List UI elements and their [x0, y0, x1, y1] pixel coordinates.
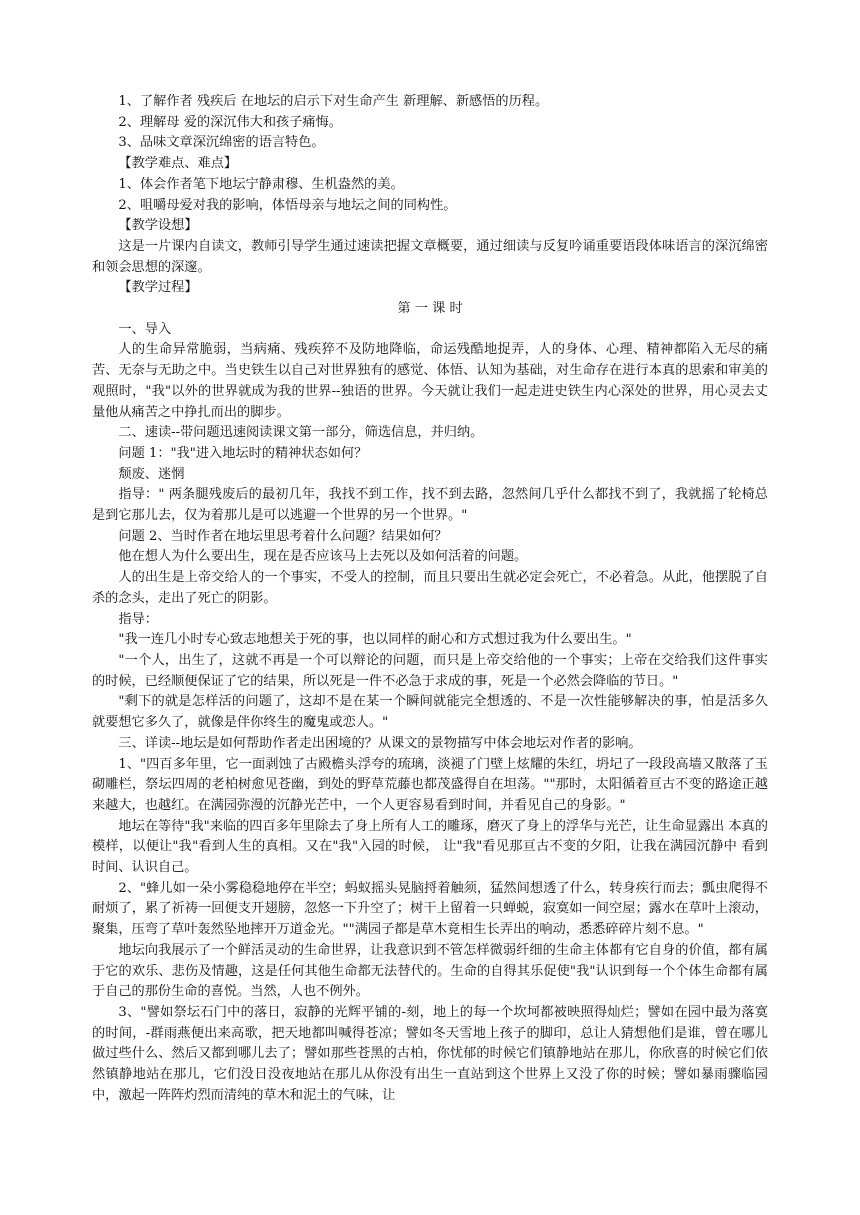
paragraph: 2、咀嚼母爱对我的影响，体悟母亲与地坛之间的同构性。 — [118, 197, 457, 213]
section-heading: 第 一 课 时 — [397, 301, 463, 317]
paragraph: "剩下的就是怎样活的问题了，这却不是在某一个瞬间就能完全想透的、不是一次性能够解决的事，怕是活多久就要想它多久了，就像是伴你终生的魔鬼或恋人。" — [92, 694, 768, 731]
paragraph: 一、导入 — [118, 321, 172, 337]
paragraph: 指导： — [118, 611, 158, 627]
paragraph: "我一连几小时专心致志地想关于死的事，也以同样的耐心和方式想过我为什么要出生。" — [118, 632, 632, 648]
paragraph: 【教学过程】 — [118, 280, 198, 296]
paragraph: 2、"蜂儿如一朵小雾稳稳地停在半空；蚂蚁摇头晃脑捋着触须，猛然间想透了什么，转身疾行而去；瓢虫爬得不耐烦了，累了祈祷一回便支开翅膀，忽悠一下升空了；树干上留着一只蝉蜕，寂寞如一间空屋；露水在草叶上滚动，聚集，压弯了草叶轰然坠地摔开万道金光。""满园子都是草木竟相生长弄出的响动，悉悉碎碎片刻不息。" — [92, 880, 768, 938]
paragraph: 三、详读--地坛是如何帮助作者走出困境的？从课文的景物描写中体会地坛对作者的影响。 — [118, 735, 642, 751]
paragraph: 问题 1："我"进入地坛时的精神状态如何？ — [118, 445, 368, 461]
paragraph: 2、理解母 爱的深沉伟大和孩子痛悔。 — [118, 114, 342, 130]
paragraph: 【教学设想】 — [118, 218, 198, 234]
paragraph: 指导：" 两条腿残废后的最初几年，我找不到工作，找不到去路，忽然间几乎什么都找不到了，我就摇了轮椅总是到它那儿去，仅为着那儿是可以逃避一个世界的另一个世界。" — [92, 487, 768, 524]
paragraph: 3、品味文章深沉绵密的语言特色。 — [118, 135, 325, 151]
paragraph: 他在想人为什么要出生，现在是否应该马上去死以及如何活着的问题。 — [118, 549, 528, 565]
paragraph: 1、了解作者 残疾后 在地坛的启示下对生命产生 新理解、新感悟的历程。 — [118, 94, 549, 109]
paragraph: 地坛在等待"我"来临的四百多年里除去了身上所有人工的雕琢，磨灭了身上的浮华与光芒，让生命显露出 本真的模样，以便让"我"看到人生的真相。又在"我"入园的时候， 让"我"看见那亘古不变的夕阳，让我在满园沉静中 看到时间、认识自己。 — [92, 818, 768, 876]
paragraph: 颓废、迷惘 — [118, 466, 185, 482]
paragraph: 二、速读--带问题迅速阅读课文第一部分，筛选信息，并归纳。 — [118, 425, 484, 441]
paragraph: 1、"四百多年里，它一面剥蚀了古殿檐头浮夸的琉璃，淡褪了门壁上炫耀的朱红，坍圮了一段段高墙又散落了玉砌雕栏，祭坛四周的老柏树愈见苍幽，到处的野草荒藤也都茂盛得自在坦荡。""那时，太阳循着亘古不变的路途正越来越大，也越红。在满园弥漫的沉静光芒中，一个人更容易看到时间，并看见自己的身影。" — [92, 756, 768, 813]
paragraph: 人的出生是上帝交给人的一个事实，不受人的控制，而且只要出生就必定会死亡，不必着急。从此，他摆脱了自杀的念头，走出了死亡的阴影。 — [92, 570, 768, 606]
paragraph: 地坛向我展示了一个鲜活灵动的生命世界，让我意识到不管怎样微弱纤细的生命主体都有它自身的价值，都有属于它的欢乐、悲伤及情趣，这是任何其他生命都无法替代的。生命的自得其乐促使"我"认识到每一个个体生命都有属于自己的那份生命的喜悦。当然，人也不例外。 — [92, 942, 768, 1000]
document-page — [92, 92, 768, 1106]
paragraph: 3、"譬如祭坛石门中的落日，寂静的光辉平铺的-刻，地上的每一个坎坷都被映照得灿烂；譬如在园中最为落寞的时间，-群雨燕便出来高歌，把天地都叫喊得苍凉；譬如冬天雪地上孩子的脚印，总让人猜想他们是谁，曾在哪儿做过些什么、然后又都到哪儿去了；譬如那些苍黑的古柏，你忧郁的时候它们镇静地站在那儿，你欣喜的时候它们依然镇静地站在那儿，它们没日没夜地站在那儿从你没有出生一直站到这个世界上又没了你的时候；譬如暴雨骤临园中，激起一阵阵灼烈而清纯的草木和泥土的气味，让 — [92, 1004, 768, 1103]
paragraph: 人的生命异常脆弱，当病痛、残疾猝不及防地降临，命运残酷地捉弄，人的身体、心理、精神都陷入无尽的痛苦、无奈与无助之中。当史铁生以自己对世界独有的感觉、体悟、认知为基础，对生命存在进行本真的思索和审美的观照时，"我"以外的世界就成为我的世界--独语的世界。今天就让我们一起走进史铁生内心深处的世界，用心灵去丈量他从痛苦之中挣扎而出的脚步。 — [92, 342, 768, 420]
paragraph: 问题 2、当时作者在地坛里思考着什么问题？结果如何？ — [118, 528, 448, 544]
paragraph: 【教学难点、难点】 — [118, 156, 238, 172]
paragraph: "一个人，出生了，这就不再是一个可以辩论的问题，而只是上帝交给他的一个事实；上帝在交给我们这件事实的时候，已经顺便保证了它的结果，所以死是一件不必急于求成的事，死是一个必然会降临的节日。" — [92, 652, 768, 689]
paragraph: 1、体会作者笔下地坛宁静肃穆、生机盎然的美。 — [118, 176, 404, 192]
paragraph: 这是一片课内自读文，教师引导学生通过速读把握文章概要，通过细读与反复吟诵重要语段体味语言的深沉绵密和领会思想的深邃。 — [92, 238, 768, 275]
